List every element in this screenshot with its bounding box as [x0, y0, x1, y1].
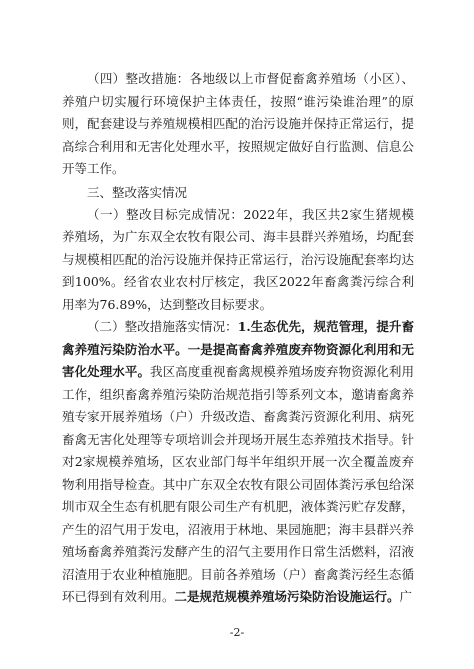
document-body: [62, 68, 414, 609]
paragraph-measures-implementation: [62, 316, 414, 609]
paragraph-body: 我区高度重视畜禽规模养殖场废弃物资源化利用工作，组织畜禽养殖污染防治规范指引等系列文本，邀请畜禽养殖专家开展养殖场（户）升级改造、畜禽粪污资源化利用、病死畜禽无害化处理等专项培训会并现场开展生态养殖技术指导。针对2家规模养殖场，区农业部门每半年组织开展一次全覆盖废弃物利用指导检查。其中广东双全农牧有限公司固体粪污承包给深圳市双全生态有机肥有限公司生产有机肥，液体粪污贮存发酵，产生的沼气用于发电，沼液用于林地、果园施肥；海丰县群兴养殖场畜禽养殖粪污发酵产生的沼气主要用作日常生活燃料，沼液沼渣用于农业种植施肥。目前各养殖场（户）畜禽粪污经生态循环已得到有效利用。: [62, 364, 414, 604]
paragraph-rectification-measures: （四）整改措施：各地级以上市督促畜禽养殖场（小区）、养殖户切实履行环境保护主体责任，按照“谁污染谁治理”的原则，配套建设与养殖规模相匹配的治污设施并保持正常运行，提高综合利用和无害化处理水平，按照规定做好自行监测、信息公开等工作。: [62, 71, 414, 176]
bold-heading-2: 二是规范规模养殖场污染防治设施运行。: [174, 589, 400, 604]
bold-heading-1: 1.生态优先，规范管理，提升畜禽养殖污染防治水平。一是提高畜禽养殖废弃物资源化利用和无害化处理水平。: [62, 319, 414, 379]
paragraph-lead: （二）整改措施落实情况：: [87, 319, 238, 334]
paragraph-tail: 广: [399, 589, 413, 604]
paragraph-target-completion: （一）整改目标完成情况：2022年，我区共2家生猪规模养殖场，为广东双全农牧有限公司、海丰县群兴养殖场，均配套与规模相匹配的治污设施并保持正常运行，治污设施配套率均达到100%。经省农业农村厅核定，我区2022年畜禽粪污综合利用率为76.89%，达到整改目标要求。: [62, 206, 414, 312]
page-number: -2-: [229, 626, 245, 639]
section-heading: 三、整改落实情况: [87, 184, 188, 200]
